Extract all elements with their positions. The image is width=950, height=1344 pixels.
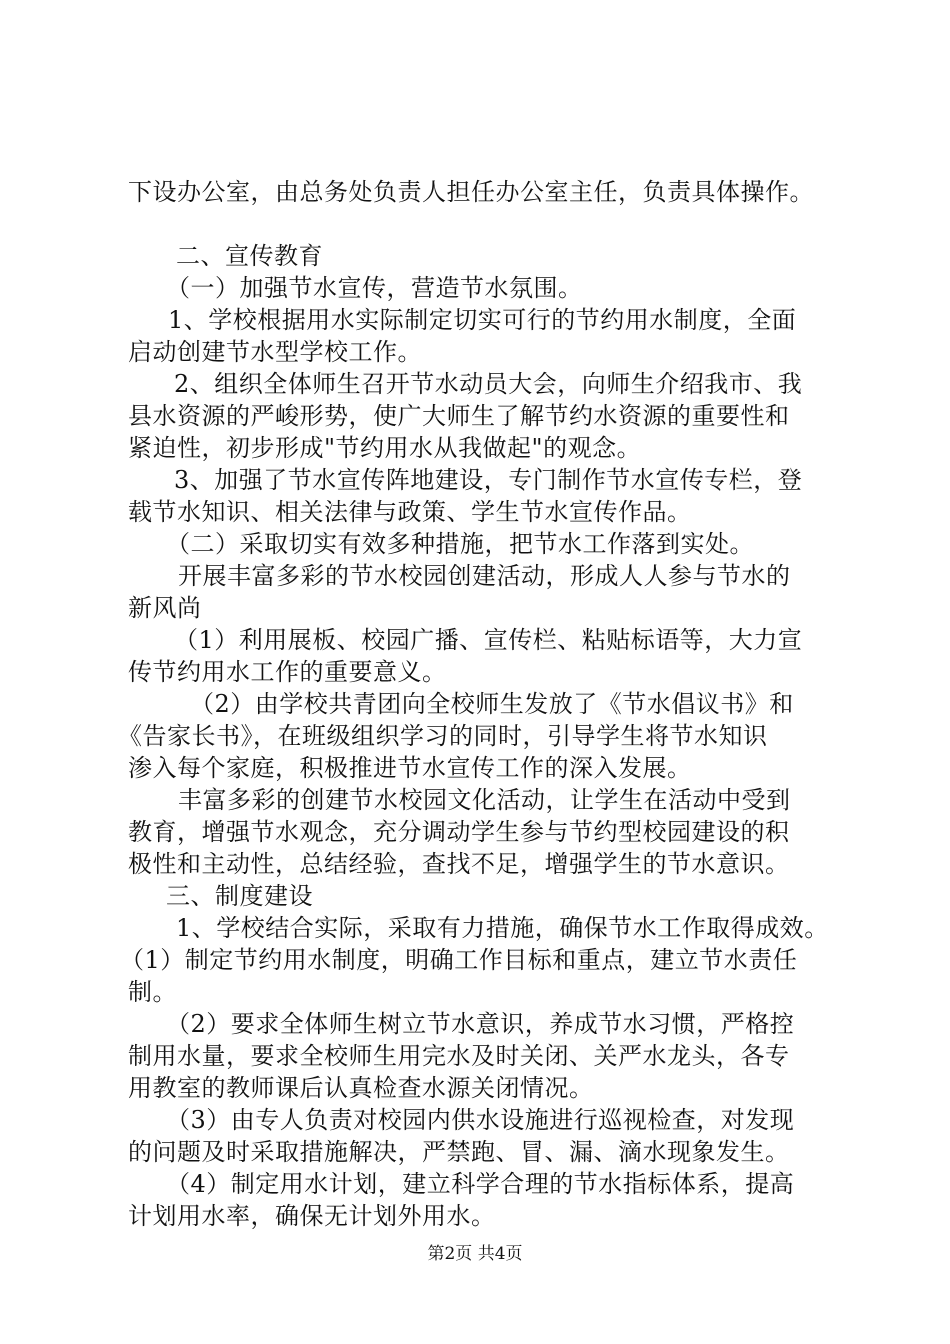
- text-line: （1）制定节约用水制度，明确工作目标和重点，建立节水责任: [120, 946, 798, 974]
- text-line: 《告家长书》，在班级组织学习的同时，引导学生将节水知识: [118, 722, 768, 750]
- text-line: 丰富多彩的创建节水校园文化活动，让学生在活动中受到: [178, 786, 791, 814]
- text-line: 紧迫性，初步形成"节约用水从我做起"的观念。: [128, 434, 642, 462]
- text-line: 1、学校根据用水实际制定切实可行的节约用水制度，全面: [168, 306, 797, 334]
- text-line: 制。: [128, 978, 177, 1006]
- text-line: （3）由专人负责对校园内供水设施进行巡视检查，对发现: [166, 1106, 795, 1134]
- text-line: （1）利用展板、校园广播、宣传栏、粘贴标语等，大力宣: [174, 626, 803, 654]
- text-line: 用教室的教师课后认真检查水源关闭情况。: [128, 1074, 594, 1102]
- text-line: 的问题及时采取措施解决，严禁跑、冒、漏、滴水现象发生。: [128, 1138, 790, 1166]
- text-line: （2）要求全体师生树立节水意识，养成节水习惯，严格控: [166, 1010, 795, 1038]
- subsection-heading: （二）采取切实有效多种措施，把节水工作落到实处。: [166, 530, 754, 558]
- text-line: 渗入每个家庭，积极推进节水宣传工作的深入发展。: [128, 754, 692, 782]
- text-line: 下设办公室，由总务处负责人担任办公室主任，负责具体操作。: [128, 178, 814, 206]
- text-line: （4）制定用水计划，建立科学合理的节水指标体系，提高: [166, 1170, 795, 1198]
- text-line: 县水资源的严峻形势，使广大师生了解节约水资源的重要性和: [128, 402, 790, 430]
- subsection-heading: （一）加强节水宣传，营造节水氛围。: [166, 274, 583, 302]
- section-heading: 二、宣传教育: [176, 242, 323, 270]
- text-line: 极性和主动性，总结经验，查找不足，增强学生的节水意识。: [128, 850, 790, 878]
- text-line: 传节约用水工作的重要意义。: [128, 658, 447, 686]
- text-line: 启动创建节水型学校工作。: [128, 338, 422, 366]
- text-line: 2、组织全体师生召开节水动员大会，向师生介绍我市、我: [174, 370, 803, 398]
- section-heading: 三、制度建设: [166, 882, 313, 910]
- text-line: 制用水量，要求全校师生用完水及时关闭、关严水龙头，各专: [128, 1042, 790, 1070]
- text-line: 教育，增强节水观念，充分调动学生参与节约型校园建设的积: [128, 818, 790, 846]
- text-line: （2）由学校共青团向全校师生发放了《节水倡议书》和: [190, 690, 794, 718]
- text-line: 3、加强了节水宣传阵地建设，专门制作节水宣传专栏，登: [174, 466, 803, 494]
- text-line: 新风尚: [128, 594, 202, 622]
- text-line: 计划用水率，确保无计划外用水。: [128, 1202, 496, 1230]
- page-number-footer: 第2页 共4页: [427, 1244, 523, 1264]
- text-line: 开展丰富多彩的节水校园创建活动，形成人人参与节水的: [178, 562, 791, 590]
- text-line: 载节水知识、相关法律与政策、学生节水宣传作品。: [128, 498, 692, 526]
- text-line: 1、学校结合实际，采取有力措施，确保节水工作取得成效。: [176, 914, 829, 942]
